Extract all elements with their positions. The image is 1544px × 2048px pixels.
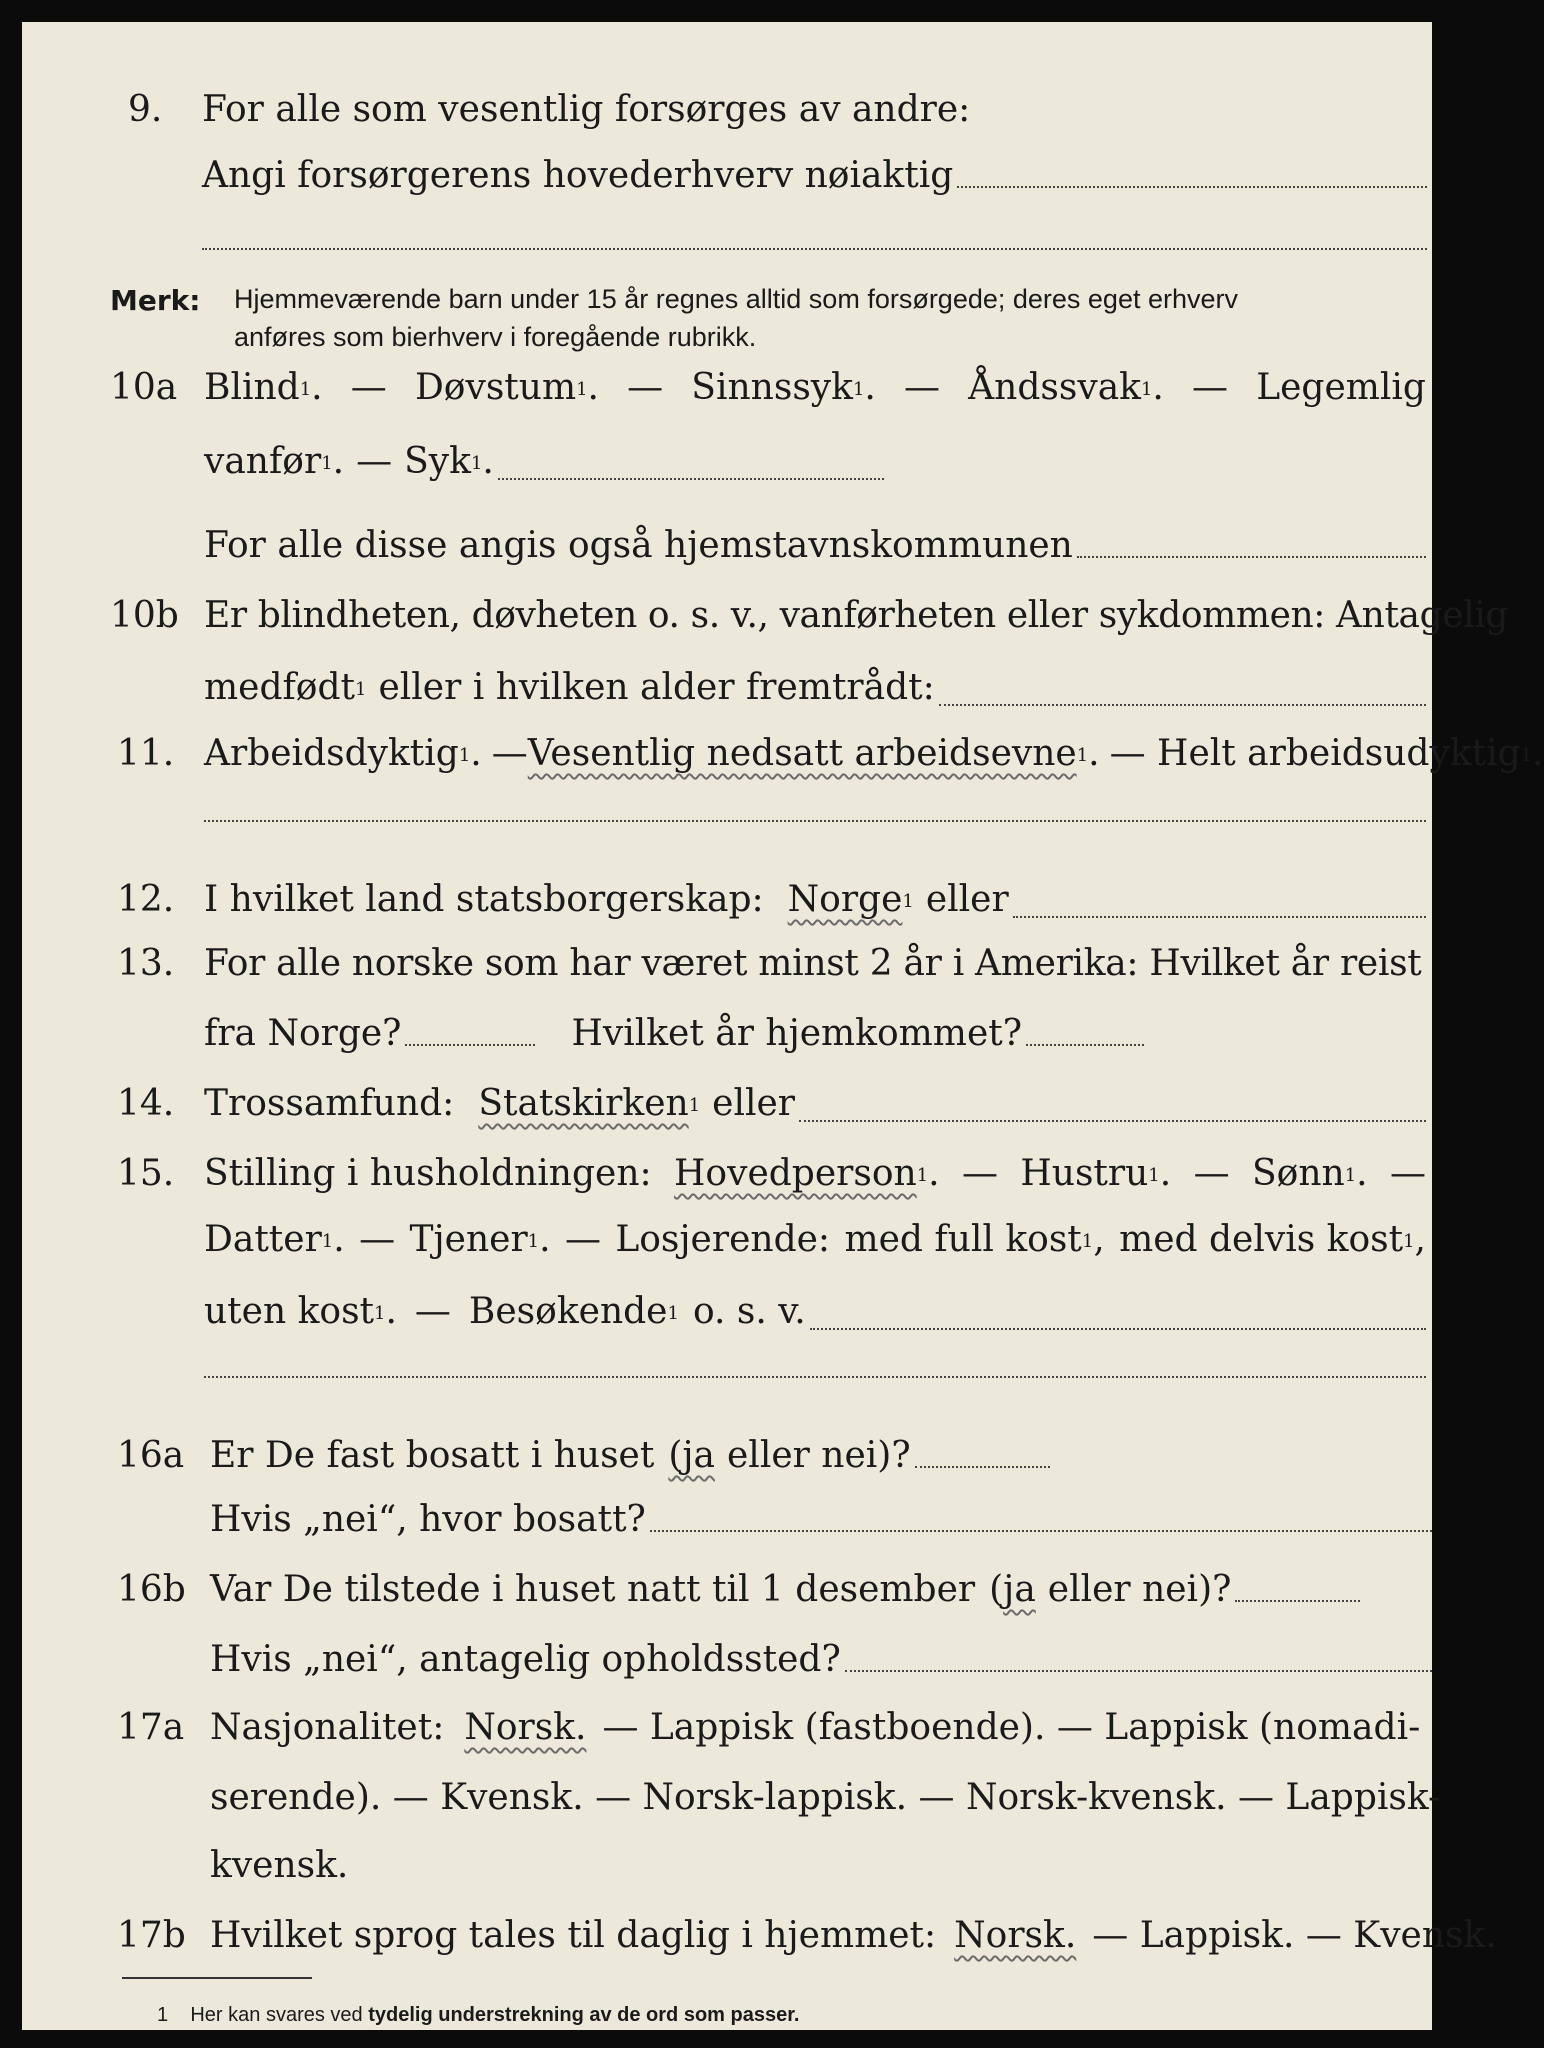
- q10b-answer-field[interactable]: [939, 674, 1426, 706]
- merk-line2: anføres som bierhverv i foregående rubrikk.: [234, 322, 757, 352]
- q13-number: 13.: [117, 943, 175, 984]
- q10a-hjemstavn-field[interactable]: [1077, 526, 1426, 558]
- q9-line1: [202, 88, 1102, 132]
- q10a-dovstum[interactable]: Døvstum: [414, 367, 577, 408]
- q16a-answer-field[interactable]: [915, 1436, 1050, 1468]
- q15-answer-field[interactable]: [810, 1298, 1426, 1330]
- q10b-line1: [204, 594, 1508, 638]
- q10a-answer-field[interactable]: [498, 448, 884, 480]
- q11-line: Arbeidsdyktig $^1$ . — Vesentlig nedsatt arbeidsevne $^1$ . — Helt arbeidsudyktig $^1$ .: [204, 733, 1544, 774]
- q15-delvis-kost[interactable]: med delvis kost: [1119, 1219, 1404, 1260]
- q11-vesentlig-nedsatt[interactable]: Vesentlig nedsatt arbeidsevne: [527, 733, 1077, 774]
- q17a-line1: Nasjonalitet: Norsk. — Lappisk (fastboende). — Lappisk (nomadi-: [210, 1707, 1421, 1748]
- q11-arbeidsdyktig[interactable]: Arbeidsdyktig: [204, 733, 459, 774]
- q16a-line2: [210, 1498, 1432, 1542]
- merk-line1: Hjemmeværende barn under 15 år regnes alltid som forsørgede; deres eget erhverv: [234, 284, 1238, 314]
- q15-losjerende: Losjerende:: [615, 1219, 831, 1260]
- q9-number: 9.: [128, 89, 163, 130]
- q17a-line3: kvensk.: [210, 1845, 349, 1886]
- q15-datter[interactable]: Datter: [204, 1219, 322, 1260]
- q15-full-kost[interactable]: med full kost: [844, 1219, 1082, 1260]
- q10b-medfodt[interactable]: medfødt: [204, 667, 355, 708]
- q16b-line2: [210, 1638, 1432, 1682]
- q9-question: For alle som vesentlig forsørges av andre:: [202, 89, 971, 130]
- q10b-line2: medfødt $^1$ eller i hvilken alder fremtrådt:: [204, 666, 1426, 716]
- q14-line: Trossamfund: Statskirken $^1$ eller: [204, 1082, 1426, 1132]
- q10a-vanfor[interactable]: vanfør: [204, 441, 322, 482]
- q16b-answer-field[interactable]: [1235, 1570, 1360, 1602]
- q16b-line1: Var De tilstede i huset natt til 1 desember ( ja eller nei)?: [210, 1568, 1360, 1612]
- q15-line1: Stilling i husholdningen: Hovedperson$^1$. — Hustru$^1$. — Sønn$^1$. —: [204, 1153, 1426, 1194]
- q12-line: I hvilket land statsborgerskap: Norge $^1$ eller: [204, 878, 1426, 928]
- q16a-bosatt-field[interactable]: [650, 1500, 1432, 1532]
- q9-answer-field[interactable]: [957, 156, 1427, 188]
- q12-norge[interactable]: Norge: [787, 879, 903, 920]
- q10b-question: Er blindheten, døvheten o. s. v., vanførheten eller sykdommen: Antagelig: [204, 595, 1508, 636]
- q15-answer-line[interactable]: [204, 1374, 1426, 1378]
- q14-answer-field[interactable]: [799, 1090, 1426, 1122]
- q10a-andssvak[interactable]: Åndssvak: [968, 367, 1141, 408]
- q10a-line1: Blind$^1$. — Døvstum$^1$. — Sinnssyk$^1$. — Åndssvak$^1$. — Legemlig: [204, 367, 1426, 408]
- q10a-sinnssyk[interactable]: Sinnssyk: [691, 367, 853, 408]
- q17a-line2: serende). — Kvensk. — Norsk-lappisk. — Norsk-kvensk. — Lappisk-: [210, 1777, 1441, 1818]
- q11-helt-udyktig[interactable]: — Helt arbeidsudyktig: [1109, 733, 1521, 774]
- q17b-number: 17b: [117, 1915, 186, 1956]
- q10a-legemlig[interactable]: Legemlig: [1256, 367, 1426, 408]
- q16b-opholdssted: Hvis „nei“, antagelig opholdssted?: [210, 1639, 841, 1680]
- q12-answer-field[interactable]: [1013, 886, 1426, 918]
- q16b-number: 16b: [117, 1569, 186, 1610]
- merk-label: Merk:: [110, 284, 201, 317]
- q17a-norsk[interactable]: Norsk.: [464, 1707, 587, 1748]
- q13-line2: fra Norge? Hvilket år hjemkommet?: [204, 1012, 1144, 1056]
- footnote-rule: [122, 1977, 312, 1979]
- q16a-ja[interactable]: (ja: [668, 1435, 715, 1476]
- q17a-number: 17a: [117, 1707, 185, 1748]
- q16b-opholdssted-field[interactable]: [845, 1640, 1432, 1672]
- q16a-number: 16a: [117, 1435, 185, 1476]
- q10b-number: 10b: [110, 595, 179, 636]
- q11-number: 11.: [117, 733, 175, 774]
- q13-question: For alle norske som har været minst 2 år i Amerika: Hvilket år reist: [204, 943, 1422, 984]
- q16b-question: Var De tilstede i huset natt til 1 desember: [210, 1569, 976, 1610]
- q16b-ja[interactable]: ja: [1003, 1569, 1036, 1610]
- q15-tjener[interactable]: Tjener: [409, 1219, 528, 1260]
- footnote: 1 Her kan svares ved tydelig understrekning av de ord som passer.: [157, 2004, 800, 2026]
- q9-line2: [202, 154, 1427, 198]
- q17b-question: Hvilket sprog tales til daglig i hjemmet:: [210, 1915, 937, 1956]
- q13-line1: [204, 942, 1426, 986]
- q10a-number: 10a: [110, 367, 178, 408]
- q15-question: Stilling i husholdningen:: [204, 1153, 652, 1194]
- q15-line2: Datter$^1$. — Tjener$^1$. — Losjerende: med full kost$^1$, med delvis kost$^1$,: [204, 1219, 1426, 1260]
- q9-answer-line[interactable]: [202, 246, 1427, 250]
- q14-statskirken[interactable]: Statskirken: [478, 1083, 689, 1124]
- q16a-question: Er De fast bosatt i huset: [210, 1435, 655, 1476]
- q15-sonn[interactable]: Sønn: [1251, 1153, 1345, 1194]
- q17b-line: Hvilket sprog tales til daglig i hjemmet: Norsk. — Lappisk. — Kvensk.: [210, 1915, 1497, 1956]
- q15-hustru[interactable]: Hustru: [1020, 1153, 1149, 1194]
- q13-hjemkommet-field[interactable]: [1026, 1014, 1144, 1046]
- q11-answer-line[interactable]: [204, 818, 1426, 822]
- q10a-line3: [204, 524, 1426, 568]
- q17b-norsk[interactable]: Norsk.: [954, 1915, 1077, 1956]
- q10a-blind[interactable]: Blind: [204, 367, 300, 408]
- q10a-syk[interactable]: Syk: [404, 441, 471, 482]
- q17a-question: Nasjonalitet:: [210, 1707, 445, 1748]
- q15-uten-kost[interactable]: uten kost: [204, 1291, 375, 1332]
- q14-number: 14.: [117, 1083, 175, 1124]
- q16a-line1: Er De fast bosatt i huset (ja eller nei)?: [210, 1434, 1050, 1478]
- q12-question: I hvilket land statsborgerskap:: [204, 879, 764, 920]
- census-form-page: [22, 22, 1544, 2030]
- q15-hovedperson[interactable]: Hovedperson: [674, 1153, 917, 1194]
- q15-number: 15.: [117, 1153, 175, 1194]
- q15-besokende[interactable]: Besøkende: [468, 1291, 668, 1332]
- q14-question: Trossamfund:: [204, 1083, 455, 1124]
- q10a-hjemstavn-question: For alle disse angis også hjemstavnskommunen: [204, 525, 1073, 566]
- q16a-hvor-bosatt: Hvis „nei“, hvor bosatt?: [210, 1499, 646, 1540]
- q13-reist-field[interactable]: [405, 1014, 535, 1046]
- q12-number: 12.: [117, 879, 175, 920]
- q15-line3: uten kost $^1$ . — Besøkende $^1$ o. s. v.: [204, 1290, 1426, 1340]
- q10a-line2: vanfør $^1$ . — Syk $^1$ .: [204, 440, 884, 490]
- q9-question-2: Angi forsørgerens hovederhverv nøiaktig: [202, 155, 954, 196]
